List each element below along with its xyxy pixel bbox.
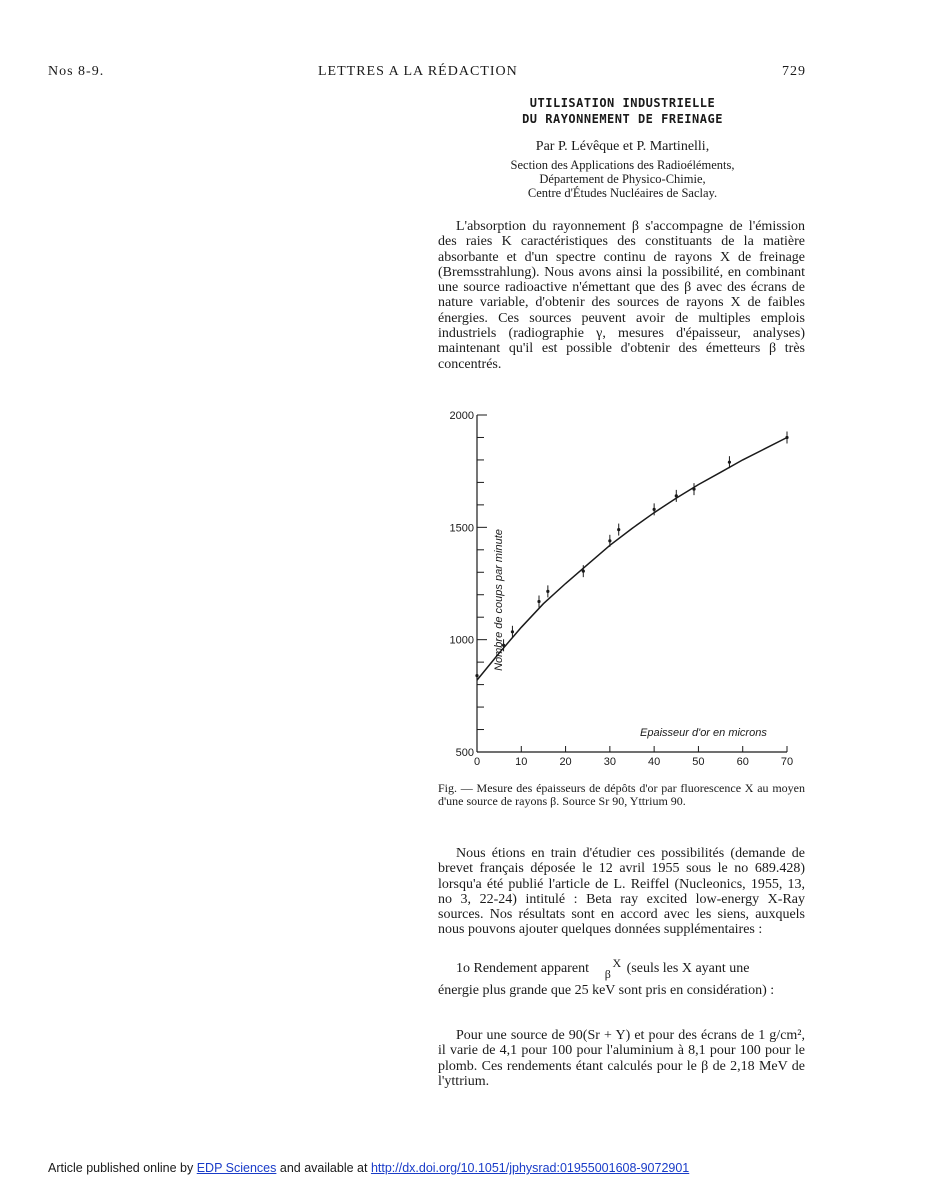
paragraph-intro: L'absorption du rayonnement β s'accompagne de l'émission des raies K caractéristiques des constituants de la matière absorbante et d'un spectre continu de rayons X de freinage (Bremsstrahlung). Nous avons ainsi la possibilité, en combinant une source radioactive n'émettant que des β avec des écrans de nature variable, d'obtenir des sources de rayons X de faibles énergies. Ces sources peuvent avoir de multiples emplois industriels (radiographie γ, mesures d'épaisseur, analyses) maintenant qu'il est possible d'obtenir des émetteurs β très concentrés. — [438, 219, 805, 372]
data-point — [582, 570, 585, 573]
data-point — [675, 494, 678, 497]
chart-ylabel: Nombre de coups par minute — [493, 529, 505, 671]
data-point — [617, 528, 620, 531]
data-point — [546, 590, 549, 593]
x-tick-label: 10 — [515, 756, 528, 768]
header-section-title: LETTRES A LA RÉDACTION — [318, 64, 518, 79]
item-efficiency-continuation: énergie plus grande que 25 keV sont pris en considération) : — [438, 983, 775, 998]
y-tick-label: 1000 — [449, 634, 474, 647]
y-tick-label: 1500 — [449, 522, 474, 535]
fit-curve — [477, 438, 787, 681]
fraction-numerator: X — [612, 956, 622, 970]
article-title-line2: DU RAYONNEMENT DE FREINAGE — [522, 112, 723, 126]
x-tick-label: 20 — [559, 756, 572, 768]
affiliation-line2: Département de Physico-Chimie, — [539, 172, 706, 186]
data-point — [692, 488, 695, 491]
publisher-link[interactable]: EDP Sciences — [196, 1161, 277, 1175]
affiliation-line3: Centre d'Études Nucléaires de Saclay. — [527, 186, 718, 200]
paragraph-context: Nous étions en train d'étudier ces possibilités (demande de brevet français déposée le 12 avril 1955 sous le no 689.428) lorsqu'a été publié l'article de L. Reiffel (Nucleonics, 1955, 13, no 3, 22-24) intitulé : Beta ray excited low-energy X-Ray sources. Nos résultats sont en accord avec les siens, auxquels nous pouvons ajouter quelques données supplémentaires : — [438, 846, 805, 938]
fraction-denominator: β — [604, 967, 611, 981]
x-tick-label: 60 — [736, 756, 749, 768]
paragraph-results: Pour une source de 90(Sr + Y) et pour des écrans de 1 g/cm², il varie de 4,1 pour 100 pour l'aluminium à 8,1 pour 100 pour le plomb. Ces rendements étant calculés pour le β de 2,18 MeV de l'yttrium. — [438, 1028, 805, 1089]
thickness-count-chart — [430, 400, 810, 780]
data-point — [537, 600, 540, 603]
data-point — [785, 436, 788, 439]
data-point — [653, 508, 656, 511]
item-efficiency: 1o Rendement apparent X β (seuls les X ayant une énergie plus grande que 25 keV sont pris en considération) : — [438, 958, 805, 998]
y-tick-label: 500 — [455, 747, 474, 759]
y-tick-label: 2000 — [449, 410, 474, 422]
doi-link[interactable]: http://dx.doi.org/10.1051/jphysrad:01955001608-9072901 — [370, 1161, 690, 1175]
data-point — [475, 674, 478, 677]
header-page-number: 729 — [782, 64, 806, 79]
x-tick-label: 30 — [603, 756, 616, 768]
article-title-line1: UTILISATION INDUSTRIELLE — [529, 96, 716, 110]
figure-caption: Fig. — Mesure des épaisseurs de dépôts d'or par fluorescence X au moyen d'une source de rayons β. Source Sr 90, Yttrium 90. — [438, 781, 805, 808]
article-authors: Par P. Lévêque et P. Martinelli, — [535, 139, 710, 154]
data-point — [511, 630, 514, 633]
affiliation-line1: Section des Applications des Radioéléments, — [510, 158, 735, 172]
header-issue-number: Nos 8-9. — [48, 64, 105, 79]
x-tick-label: 0 — [473, 756, 481, 768]
data-point — [608, 539, 611, 542]
x-tick-label: 40 — [648, 756, 661, 768]
footer-citation: Article published online by EDP Sciences and available at http://dx.doi.org/10.1051/jphysrad:01955001608-9072901 — [48, 1161, 690, 1175]
chart-xlabel: Epaisseur d'or en microns — [640, 727, 767, 739]
x-tick-label: 50 — [692, 756, 705, 768]
data-point — [728, 461, 731, 464]
x-tick-label: 70 — [780, 756, 794, 768]
